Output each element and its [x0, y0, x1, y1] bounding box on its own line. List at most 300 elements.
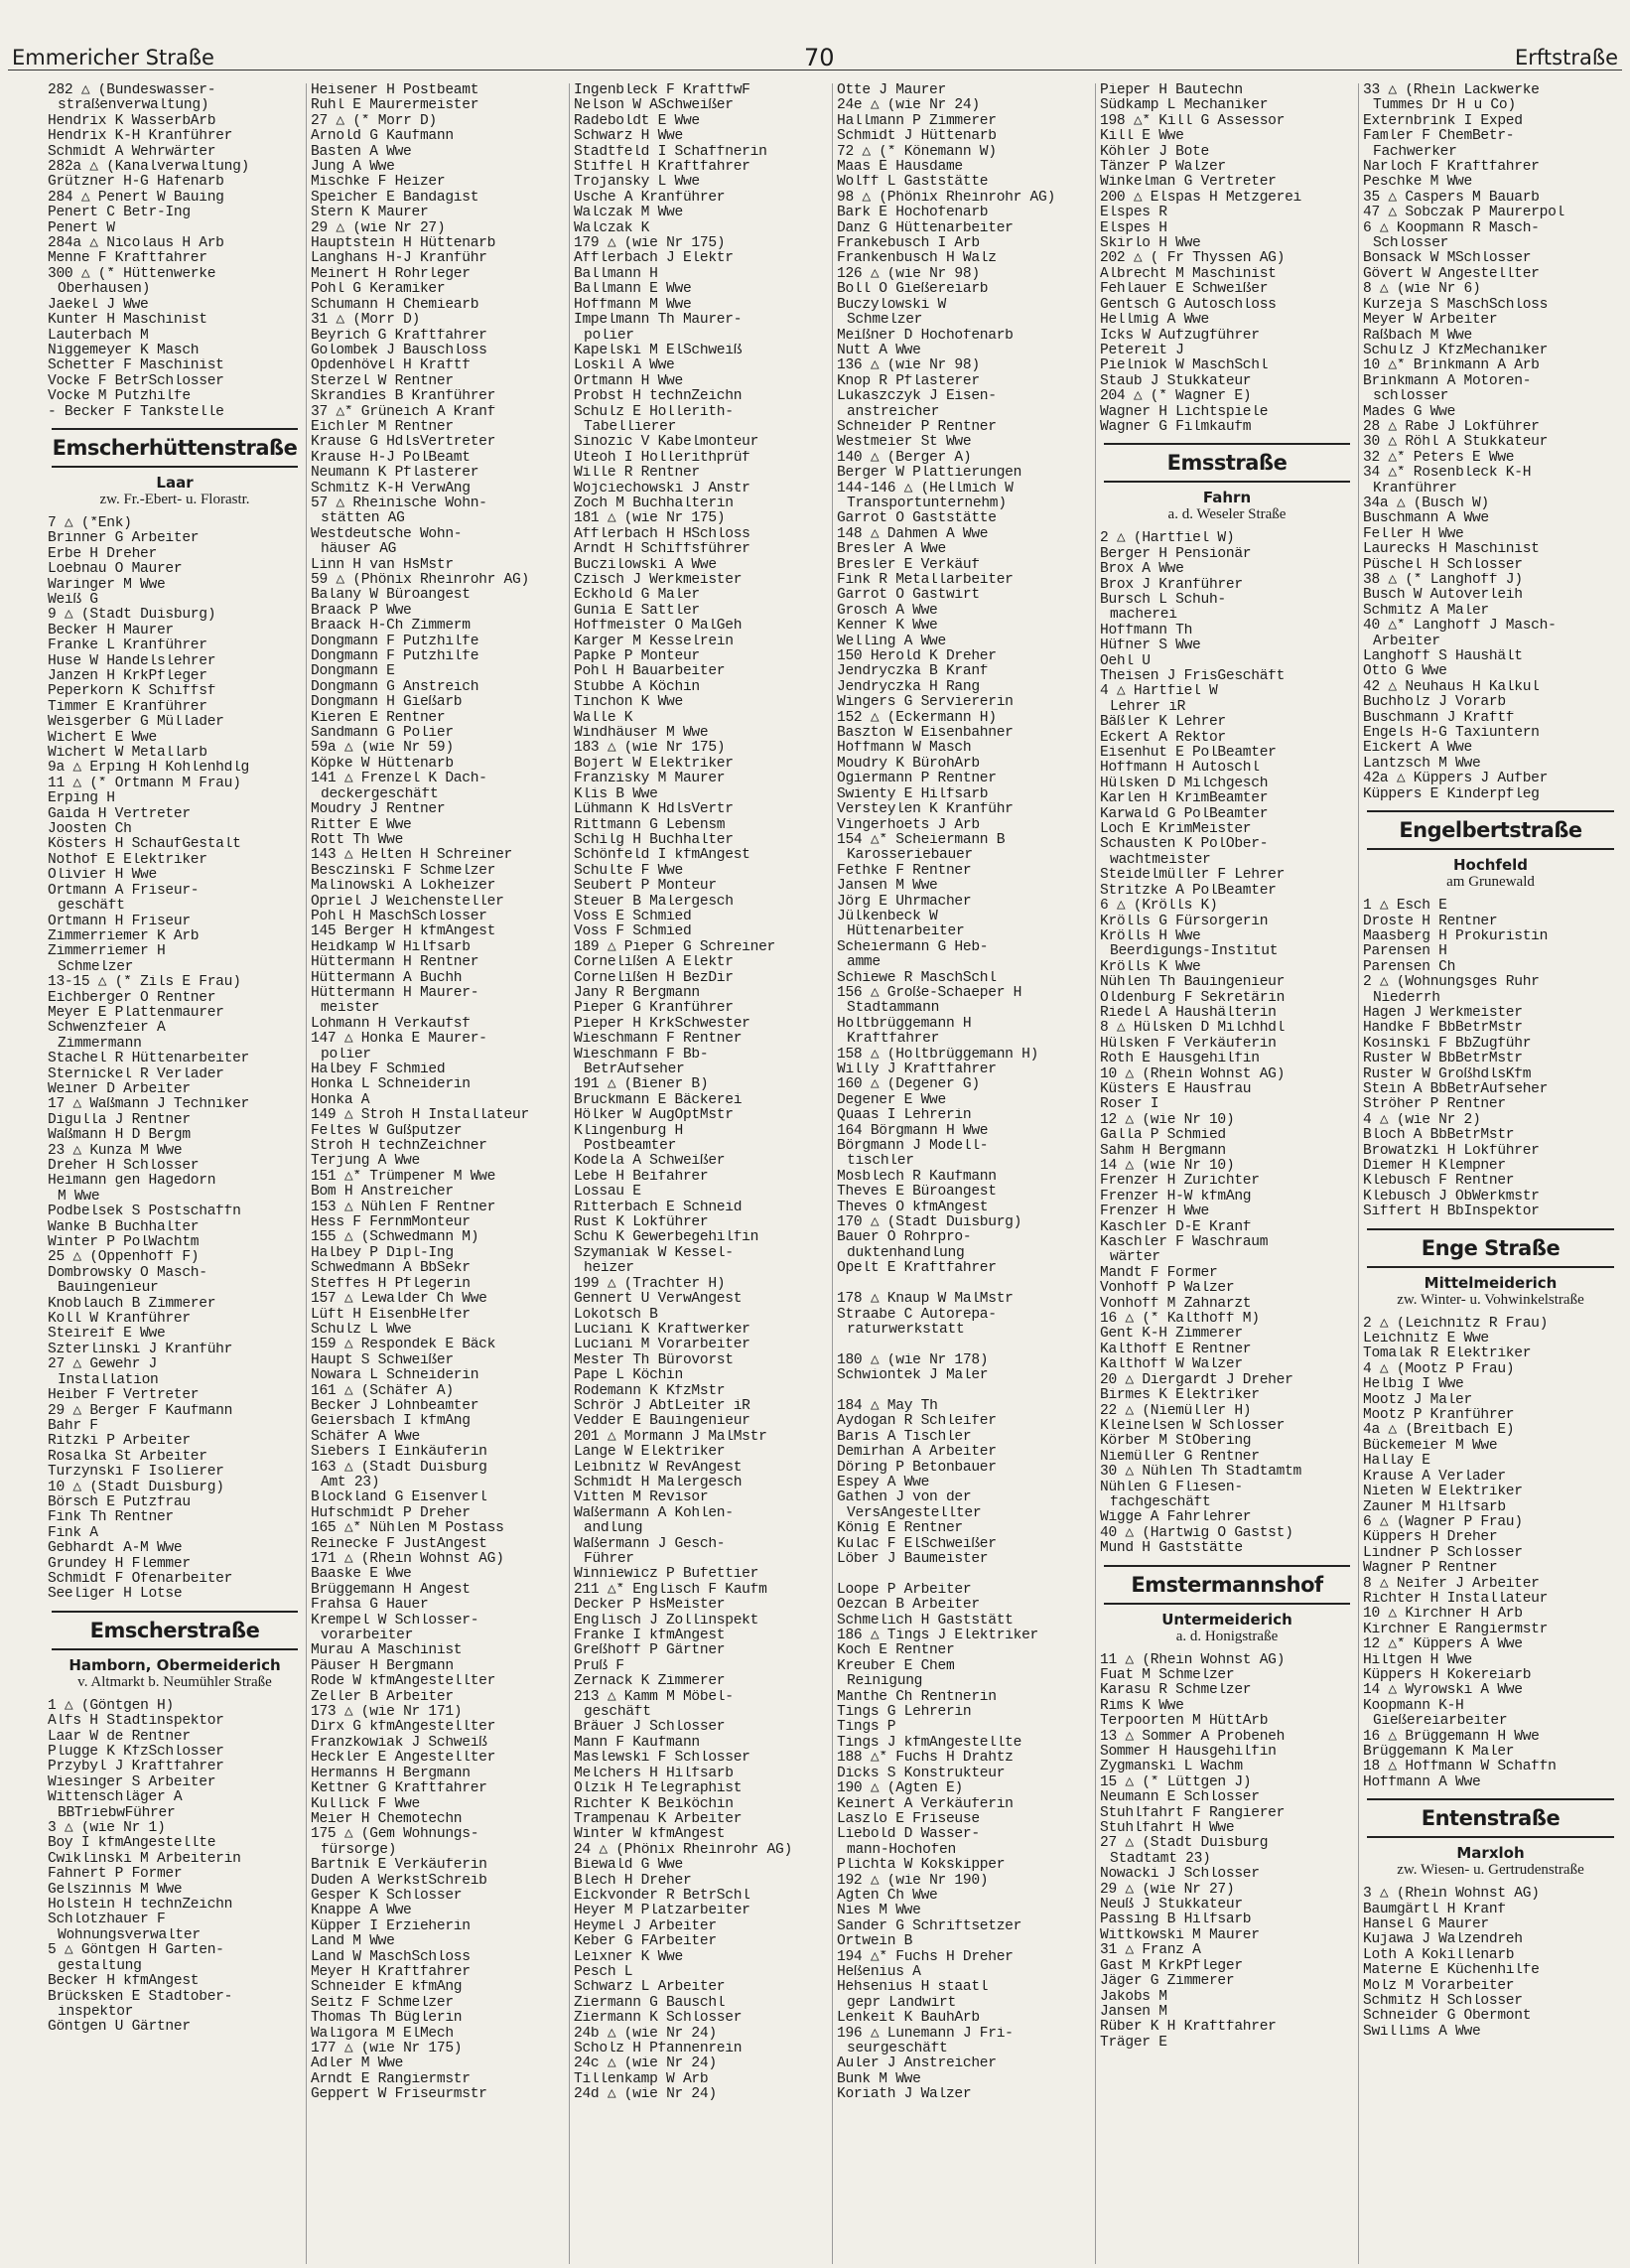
directory-entry: 6 △ (Wagner P Frau)	[1363, 1514, 1523, 1530]
directory-entry: Dongmann F Putzhilfe	[311, 649, 479, 665]
directory-entry: 37 △* Grüneich A Kranf	[311, 404, 496, 420]
directory-entry: Sommer H Hausgehilfin	[1100, 1745, 1277, 1760]
directory-entry: Leichnitz E Wwe	[1363, 1332, 1489, 1347]
entry-continuation: Postbeamter	[584, 1139, 677, 1155]
directory-entry: Dongmann F Putzhilfe	[311, 634, 479, 649]
directory-entry: Wagner G Filmkaufm	[1100, 419, 1252, 435]
directory-entry: Winter P PolWachtm	[48, 1235, 200, 1251]
directory-entry: Schu K Gewerbegehilfin	[574, 1230, 759, 1246]
directory-entry: Hendrix K-H Kranführer	[48, 129, 233, 145]
column	[833, 83, 1096, 2264]
directory-entry: Geiersbach I kfmAng	[311, 1414, 471, 1430]
directory-entry: Frankenbusch H Walz	[837, 251, 997, 267]
directory-entry: Meyer W Arbeiter	[1363, 313, 1498, 329]
directory-entry: Heymel J Arbeiter	[574, 1918, 717, 1934]
directory-entry: Heidkamp W Hilfsarb	[311, 939, 471, 955]
directory-entry: Boll O Gießereiarb	[837, 282, 989, 298]
directory-entry: Laar W de Rentner	[48, 1729, 191, 1745]
directory-entry: Mosblech R Kaufmann	[837, 1169, 997, 1185]
directory-entry: Schwarz L Arbeiter	[574, 1980, 726, 1996]
directory-entry: Icks W Aufzugführer	[1100, 328, 1260, 344]
directory-entry: Stadtfeld I Schaffnerin	[574, 144, 767, 160]
directory-entry: Winniewicz P Bufettier	[574, 1567, 759, 1583]
directory-entry: 29 △ (wie Nr 27)	[1100, 1882, 1235, 1898]
directory-entry: 300 △ (* Hüttenwerke	[48, 266, 216, 282]
directory-entry: 170 △ (Stadt Duisburg)	[837, 1215, 1022, 1231]
directory-entry: Tillenkamp W Arb	[574, 2071, 709, 2087]
directory-entry	[837, 1384, 1091, 1399]
entry-continuation: Tummes Dr H u Co)	[1373, 98, 1516, 114]
directory-entry: Löber J Baumeister	[837, 1552, 989, 1567]
directory-entry: Karwald G PolBeamter	[1100, 806, 1269, 822]
directory-entry: 1 △ Esch E	[1363, 899, 1447, 915]
directory-entry: Walczak K	[574, 220, 650, 236]
directory-entry: Lindner P Schlosser	[1363, 1545, 1523, 1561]
directory-entry: Körber M StObering	[1100, 1434, 1252, 1450]
directory-entry: Wojciechowski J Anstr	[574, 481, 750, 496]
directory-entry: Elspes R	[1100, 206, 1167, 221]
directory-entry: Zeller B Arbeiter	[311, 1689, 454, 1705]
directory-entry: 11 △ (Rhein Wohnst AG)	[1100, 1652, 1286, 1668]
directory-entry: Westdeutsche Wohn-	[311, 526, 463, 542]
directory-entry: Kosinski F BbZugführ	[1363, 1036, 1532, 1052]
directory-entry: Arnold G Kaufmann	[311, 129, 454, 145]
directory-entry: Ortmann A Friseur-	[48, 883, 200, 899]
directory-entry: Schneider P Rentner	[837, 419, 997, 435]
directory-entry: 59a △ (wie Nr 59)	[311, 741, 454, 757]
directory-entry: Kulac F ElSchweißer	[837, 1536, 997, 1552]
page-header	[0, 38, 1630, 77]
directory-entry: Fink A	[48, 1525, 98, 1541]
directory-entry: Luciani M Vorarbeiter	[574, 1338, 750, 1353]
directory-entry: Zernack K Zimmerer	[574, 1674, 726, 1690]
directory-entry: 9a △ Erping H Kohlenhdlg	[48, 761, 250, 777]
directory-entry: Oezcan B Arbeiter	[837, 1598, 980, 1614]
directory-entry: Tings G Lehrerin	[837, 1705, 972, 1721]
directory-entry: Schwedmann A BbSekr	[311, 1261, 471, 1277]
directory-entry: Dreher H Schlosser	[48, 1159, 200, 1174]
directory-entry: Ballmann H	[574, 266, 658, 282]
directory-entry: 189 △ Pieper G Schreiner	[574, 939, 776, 955]
directory-entry: Krölls G Fürsorgerin	[1100, 914, 1269, 929]
directory-entry: Parensen Ch	[1363, 959, 1456, 975]
entry-continuation: Installation	[58, 1372, 159, 1388]
directory-entry: Gövert W Angestellter	[1363, 266, 1540, 282]
directory-entry: Loope P Arbeiter	[837, 1582, 972, 1598]
directory-entry: Diemer H Klempner	[1363, 1159, 1506, 1174]
directory-entry: Ruhl E Maurermeister	[311, 98, 479, 114]
entry-continuation: gestaltung	[58, 1958, 142, 1974]
directory-entry: Pielniok W MaschSchl	[1100, 358, 1269, 374]
directory-entry: Schumann H Chemiearb	[311, 297, 479, 313]
entry-continuation: Lehrer iR	[1110, 699, 1186, 715]
directory-entry: 153 △ Nühlen F Rentner	[311, 1200, 496, 1215]
directory-entry: Tomalak R Elektriker	[1363, 1347, 1532, 1362]
directory-entry: Bäßler K Lehrer	[1100, 715, 1226, 731]
directory-entry: Schulz J KfzMechaniker	[1363, 343, 1549, 358]
directory-entry: Schilg H Buchhalter	[574, 832, 734, 848]
street-heading: Emstermannshof	[1104, 1565, 1350, 1605]
directory-entry: Rims K Wwe	[1100, 1698, 1184, 1714]
directory-entry: Usche A Kranführer	[574, 190, 726, 206]
directory-entry: Vocke F BetrSchlosser	[48, 373, 224, 389]
directory-entry: 178 △ Knaup W MalMstr	[837, 1292, 1014, 1308]
directory-entry: Adler M Wwe	[311, 2056, 404, 2072]
directory-entry: Jung A Wwe	[311, 160, 395, 176]
directory-entry: Kurzeja S MaschSchloss	[1363, 297, 1549, 313]
street-extent: v. Altmarkt b. Neumühler Straße	[77, 1673, 272, 1690]
directory-entry: Nühlen G Fliesen-	[1100, 1480, 1243, 1495]
directory-entry: 6 △ Koopmann R Masch-	[1363, 220, 1540, 236]
directory-entry: Feller H Wwe	[1363, 526, 1464, 542]
entry-continuation: Gießereiarbeiter	[1373, 1714, 1508, 1730]
directory-entry: Gast M KrkPfleger	[1100, 1958, 1243, 1974]
directory-entry: Stiffel H Kraftfahrer	[574, 160, 750, 176]
directory-columns	[44, 83, 1622, 2264]
directory-entry: Probst H technZeichn	[574, 389, 743, 405]
directory-entry: Ingenbleck F KraftfwF	[574, 83, 750, 98]
directory-entry: Bark E Hochofenarb	[837, 206, 989, 221]
directory-entry: Schönfeld I kfmAngest	[574, 848, 750, 864]
street-heading: Emscherhüttenstraße	[52, 428, 298, 468]
directory-entry: Stritzke A PolBeamter	[1100, 883, 1277, 899]
directory-entry: Quaas I Lehrerin	[837, 1108, 972, 1124]
directory-entry: Meyer E Plattenmaurer	[48, 1005, 224, 1021]
directory-entry: Baumgärtl H Kranf	[1363, 1902, 1506, 1917]
directory-entry: Albrecht M Maschinist	[1100, 266, 1277, 282]
directory-entry: Honka L Schneiderin	[311, 1077, 471, 1093]
directory-entry: 10 △ (Rhein Wohnst AG)	[1100, 1066, 1286, 1082]
directory-entry: Staub J Stukkateur	[1100, 373, 1252, 389]
directory-entry: 16 △ (* Kalthoff M)	[1100, 1312, 1260, 1328]
directory-entry: 30 △ Röhl A Stukkateur	[1363, 435, 1549, 451]
directory-entry: Jülkenbeck W	[837, 909, 938, 924]
directory-entry: Buschmann A Wwe	[1363, 511, 1489, 527]
directory-entry: 201 △ Mormann J MalMstr	[574, 1429, 767, 1445]
directory-entry: Mades G Wwe	[1363, 404, 1456, 420]
directory-entry: Brox A Wwe	[1100, 562, 1184, 578]
directory-entry: Roser I	[1100, 1097, 1159, 1113]
directory-entry: 27 △ (* Morr D)	[311, 113, 437, 129]
directory-entry: Krölls K Wwe	[1100, 959, 1201, 975]
directory-entry: Manthe Ch Rentnerin	[837, 1689, 997, 1705]
directory-entry: 151 △* Trümpener M Wwe	[311, 1169, 496, 1185]
directory-entry: Kunter H Maschinist	[48, 313, 207, 329]
directory-entry: 3 △ (wie Nr 1)	[48, 1821, 166, 1837]
directory-entry	[837, 1338, 1091, 1352]
directory-entry: Krause A Verlader	[1363, 1469, 1506, 1485]
entry-continuation: Führer	[584, 1552, 634, 1567]
directory-entry: Buchholz J Vorarb	[1363, 695, 1506, 711]
directory-entry: Hoffmann A Wwe	[1363, 1774, 1481, 1790]
entry-continuation: Schmelzer	[847, 313, 923, 329]
entry-continuation: fachgeschäft	[1110, 1494, 1211, 1510]
directory-entry: 211 △* Englisch F Kaufm	[574, 1582, 767, 1598]
directory-entry: Czisch J Werkmeister	[574, 573, 743, 588]
directory-entry: Mootz J Maler	[1363, 1392, 1472, 1408]
directory-entry: Plichta W Kokskipper	[837, 1858, 1006, 1874]
directory-entry: Baaske E Wwe	[311, 1567, 412, 1583]
directory-entry: Schmelich H Gaststätt	[837, 1613, 1014, 1629]
directory-entry: Hagen J Werkmeister	[1363, 1005, 1523, 1021]
directory-entry: Franzisky M Maurer	[574, 772, 726, 787]
directory-entry: Wiesinger S Arbeiter	[48, 1774, 216, 1790]
directory-entry: 179 △ (wie Nr 175)	[574, 236, 726, 252]
directory-entry: Ortwein B	[837, 1934, 913, 1950]
directory-entry: Degener E Wwe	[837, 1092, 946, 1108]
directory-entry: Theves O kfmAngest	[837, 1200, 989, 1215]
directory-entry: 145 Berger H kfmAngest	[311, 924, 496, 940]
directory-entry: 8 △ (wie Nr 6)	[1363, 282, 1481, 298]
directory-entry: Raßbach M Wwe	[1363, 328, 1472, 344]
directory-entry: 12 △* Küppers A Wwe	[1363, 1637, 1523, 1653]
directory-entry: Stern K Maurer	[311, 206, 429, 221]
directory-entry: Zimmerriemer H	[48, 944, 166, 960]
district-label: Laar	[156, 473, 194, 492]
column	[1096, 83, 1359, 2264]
directory-entry: Aydogan R Schleifer	[837, 1414, 997, 1430]
directory-entry: Danz G Hüttenarbeiter	[837, 220, 1014, 236]
directory-entry: Siffert H BbInspektor	[1363, 1205, 1540, 1220]
directory-entry: Kenner K Wwe	[837, 619, 938, 635]
directory-entry: Stuhlfahrt F Rangierer	[1100, 1805, 1286, 1821]
directory-entry: Voss F Schmied	[574, 924, 692, 940]
entry-continuation: Bauingenieur	[58, 1281, 159, 1297]
directory-entry: Klingenburg H	[574, 1123, 683, 1139]
directory-entry: Nies M Wwe	[837, 1904, 921, 1919]
directory-entry: Wichert W Metallarb	[48, 746, 207, 762]
directory-entry: 29 △ Berger F Kaufmann	[48, 1403, 233, 1419]
directory-entry: Träger E	[1100, 2035, 1167, 2051]
directory-entry: Dirx G kfmAngestellter	[311, 1720, 496, 1736]
directory-entry: 42 △ Neuhaus H Kalkul	[1363, 679, 1540, 695]
directory-entry: Heckler E Angestellter	[311, 1751, 496, 1767]
directory-entry: Hellmig A Wwe	[1100, 313, 1209, 329]
entry-continuation: BBTriebwFührer	[58, 1805, 176, 1821]
directory-entry: Trojansky L Wwe	[574, 175, 700, 191]
directory-entry: 17 △ Waßmann J Techniker	[48, 1097, 250, 1113]
directory-entry: 184 △ May Th	[837, 1398, 938, 1414]
directory-entry: Keber G FArbeiter	[574, 1934, 717, 1950]
directory-entry: Passing B Hilfsarb	[1100, 1913, 1252, 1928]
directory-entry: Ritterbach E Schneid	[574, 1200, 743, 1215]
directory-entry: Luciani K Kraftwerker	[574, 1322, 750, 1338]
directory-entry: Braack H-Ch Zimmerm	[311, 619, 471, 635]
directory-entry: Berger H Pensionär	[1100, 546, 1252, 562]
entry-continuation: Karosseriebauer	[847, 848, 973, 864]
directory-entry: Theves E Büroangest	[837, 1185, 997, 1201]
directory-entry: Fethke F Rentner	[837, 863, 972, 879]
directory-entry: Jäger G Zimmerer	[1100, 1974, 1235, 1990]
directory-entry: Lantzsch M Wwe	[1363, 756, 1481, 772]
directory-entry: Gunia E Sattler	[574, 603, 700, 619]
directory-entry: 10 △ (Stadt Duisburg)	[48, 1480, 224, 1495]
directory-entry: Tings P	[837, 1720, 896, 1736]
directory-entry: Fahnert P Former	[48, 1867, 183, 1883]
directory-entry: Otto G Wwe	[1363, 664, 1447, 680]
directory-entry: 31 △ (Morr D)	[311, 313, 420, 329]
directory-entry: Schäfer A Wwe	[311, 1429, 420, 1445]
district-label: Untermeiderich	[1161, 1610, 1292, 1629]
directory-entry: Gebhardt A-M Wwe	[48, 1541, 183, 1557]
directory-entry: Hoffmann M Wwe	[574, 297, 692, 313]
directory-entry: Land M Wwe	[311, 1934, 395, 1950]
directory-entry: 158 △ (Holtbrüggemann H)	[837, 1047, 1039, 1063]
entry-continuation: deckergeschäft	[321, 786, 439, 802]
directory-entry: 161 △ (Schäfer A)	[311, 1383, 454, 1399]
entry-continuation: seurgeschäft	[847, 2042, 948, 2056]
directory-entry: Leixner K Wwe	[574, 1949, 683, 1965]
directory-entry: Mester Th Bürovorst	[574, 1352, 734, 1368]
directory-entry: 4 △ Hartfiel W	[1100, 684, 1218, 700]
directory-entry: Schulte F Wwe	[574, 863, 683, 879]
directory-entry: Schmitz A Maler	[1363, 603, 1489, 619]
directory-entry: Podbelsek S Postschaffn	[48, 1205, 241, 1220]
directory-entry: Bauer O Rohrpro-	[837, 1230, 972, 1246]
directory-entry: 22 △ (Niemüller H)	[1100, 1403, 1252, 1419]
directory-entry: Frankebusch I Arb	[837, 236, 980, 252]
directory-entry: Olzik H Telegraphist	[574, 1781, 743, 1797]
directory-entry: Neumann K Pflasterer	[311, 466, 479, 482]
directory-entry: Meier H Chemotechn	[311, 1811, 463, 1827]
directory-entry: Galla P Schmied	[1100, 1128, 1226, 1144]
directory-entry: 202 △ ( Fr Thyssen AG)	[1100, 251, 1286, 267]
directory-entry: Kösters H SchaufGestalt	[48, 837, 241, 853]
directory-entry: Schulz E Hollerith-	[574, 404, 734, 420]
column	[44, 83, 307, 2264]
directory-entry: Papke P Monteur	[574, 649, 700, 665]
entry-continuation: heizer	[584, 1261, 634, 1277]
entry-continuation: anstreicher	[847, 404, 940, 420]
directory-entry: Hüttermann H Maurer-	[311, 985, 479, 1001]
directory-entry: 24 △ (Phönix Rheinrohr AG)	[574, 1842, 792, 1858]
directory-entry: Welling A Wwe	[837, 634, 946, 649]
directory-entry: Pohl H Bauarbeiter	[574, 664, 726, 680]
directory-entry: Ziermann G Bauschl	[574, 1995, 726, 2011]
district-label: Mittelmeiderich	[1424, 1273, 1558, 1292]
directory-entry: Rittmann G Lebensm	[574, 817, 726, 833]
directory-entry: Becker H Maurer	[48, 623, 174, 638]
directory-entry: Zimmerriemer K Arb	[48, 928, 200, 944]
directory-entry: Biewald G Wwe	[574, 1858, 683, 1874]
directory-entry: Ströher P Rentner	[1363, 1097, 1506, 1113]
directory-entry: Frenzer H Zurichter	[1100, 1174, 1260, 1190]
directory-entry: 177 △ (wie Nr 175)	[311, 2042, 463, 2056]
directory-entry: Straabe C Autorepa-	[837, 1307, 997, 1323]
directory-entry: Lauterbach M	[48, 328, 149, 344]
entry-continuation: geschäft	[58, 899, 125, 915]
directory-entry: 136 △ (wie Nr 98)	[837, 358, 980, 374]
street-heading: Enge Straße	[1367, 1228, 1614, 1268]
directory-entry: Bursch L Schuh-	[1100, 592, 1226, 608]
directory-entry: Menne F Kraftfahrer	[48, 251, 207, 267]
directory-entry: Frenzer H-W kfmAng	[1100, 1189, 1252, 1205]
entry-continuation: inspektor	[58, 2004, 134, 2020]
directory-entry: 12 △ (wie Nr 10)	[1100, 1112, 1235, 1128]
directory-entry: Stachel R Hüttenarbeiter	[48, 1052, 249, 1067]
directory-entry: 23 △ Kunza M Wwe	[48, 1143, 183, 1159]
directory-entry: Küpper I Erzieherin	[311, 1918, 471, 1934]
entry-continuation: Kranführer	[1373, 481, 1457, 496]
directory-entry: 175 △ (Gem Wohnungs-	[311, 1827, 479, 1843]
directory-entry: Voss E Schmied	[574, 909, 692, 924]
directory-entry: Mund H Gaststätte	[1100, 1541, 1243, 1557]
directory-entry: Koopmann K-H	[1363, 1698, 1464, 1714]
directory-entry: Rodemann K KfzMstr	[574, 1383, 726, 1399]
directory-entry: Hiltgen H Wwe	[1363, 1652, 1472, 1668]
directory-entry: Garrot O Gaststätte	[837, 511, 997, 527]
directory-entry: Engels H-G Taxiuntern	[1363, 726, 1540, 742]
directory-entry: Küppers H Kokereiarb	[1363, 1667, 1532, 1683]
directory-entry: Olivier H Wwe	[48, 868, 157, 884]
directory-entry: Karasu R Schmelzer	[1100, 1683, 1252, 1699]
directory-entry: Heimann gen Hagedorn	[48, 1174, 216, 1190]
directory-entry: Trampenau K Arbeiter	[574, 1811, 743, 1827]
directory-entry: Lange W Elektriker	[574, 1445, 726, 1461]
directory-entry: Ritter E Wwe	[311, 817, 412, 833]
directory-entry: 140 △ (Berger A)	[837, 450, 972, 466]
directory-entry: 157 △ Lewalder Ch Wwe	[311, 1292, 487, 1308]
entry-continuation: VersAngestellter	[847, 1505, 982, 1521]
directory-entry: 192 △ (wie Nr 190)	[837, 1873, 989, 1889]
directory-entry: Pohl H MaschSchlosser	[311, 909, 487, 924]
column	[1359, 83, 1622, 2264]
directory-entry: Eckert A Rektor	[1100, 730, 1226, 746]
directory-entry: 42a △ Küppers J Aufber	[1363, 772, 1549, 787]
running-head-left: Emmericher Straße	[12, 46, 214, 70]
directory-entry: Siebers I Einkäuferin	[311, 1445, 487, 1461]
directory-entry: Steidelmüller F Lehrer	[1100, 868, 1286, 884]
directory-entry: 8 △ Hülsken D Milchhdl	[1100, 1021, 1286, 1037]
directory-entry: Richter H Installateur	[1363, 1591, 1549, 1607]
directory-entry: 150 Herold K Dreher	[837, 649, 997, 665]
directory-entry: 7 △ (*Enk)	[48, 515, 132, 531]
entry-continuation: Stadtamt 23)	[1110, 1851, 1211, 1867]
directory-entry: Lukaszczyk J Eisen-	[837, 389, 997, 405]
directory-entry: Penert C Betr-Ing	[48, 206, 191, 221]
directory-entry: Kalthoff W Walzer	[1100, 1357, 1243, 1373]
directory-entry: Jansen M	[1100, 2004, 1167, 2020]
directory-entry: Südkamp L Mechaniker	[1100, 98, 1269, 114]
directory-entry: Molz M Vorarbeiter	[1363, 1978, 1515, 1994]
directory-entry: 11 △ (* Ortmann M Frau)	[48, 776, 241, 791]
directory-entry: Englisch J Zollinspekt	[574, 1613, 759, 1629]
directory-entry: Beyrich G Kraftfahrer	[311, 328, 487, 344]
directory-entry: Eichler M Rentner	[311, 419, 454, 435]
directory-entry: Otte J Maurer	[837, 83, 946, 98]
directory-entry: Eckhold G Maler	[574, 588, 700, 604]
directory-entry: Lokotsch B	[574, 1307, 658, 1323]
entry-continuation: Arbeiter	[1373, 634, 1440, 649]
directory-entry: Winkelman G Vertreter	[1100, 175, 1277, 191]
directory-entry: 199 △ (Trachter H)	[574, 1276, 726, 1292]
directory-entry: 173 △ (wie Nr 171)	[311, 1705, 463, 1721]
directory-entry: Fuat M Schmelzer	[1100, 1667, 1235, 1683]
directory-entry: Penert W	[48, 220, 115, 236]
directory-entry: Digulla J Rentner	[48, 1112, 191, 1128]
directory-entry: Niemüller G Rentner	[1100, 1449, 1260, 1465]
directory-entry: Neumann E Schlosser	[1100, 1790, 1260, 1806]
directory-entry: Baris A Tischler	[837, 1429, 972, 1445]
directory-entry: Ritzki P Arbeiter	[48, 1434, 191, 1450]
entry-continuation: Amt 23)	[321, 1475, 380, 1490]
entry-continuation: vorarbeiter	[321, 1629, 414, 1644]
directory-entry: Gennert U VerwAngest	[574, 1292, 743, 1308]
directory-entry: Lühmann K HdlsVertr	[574, 802, 734, 818]
directory-entry: Mann F Kaufmann	[574, 1735, 700, 1751]
directory-entry: Kujawa J Walzendreh	[1363, 1932, 1523, 1948]
directory-entry: Cornelißen H BezDir	[574, 970, 734, 986]
